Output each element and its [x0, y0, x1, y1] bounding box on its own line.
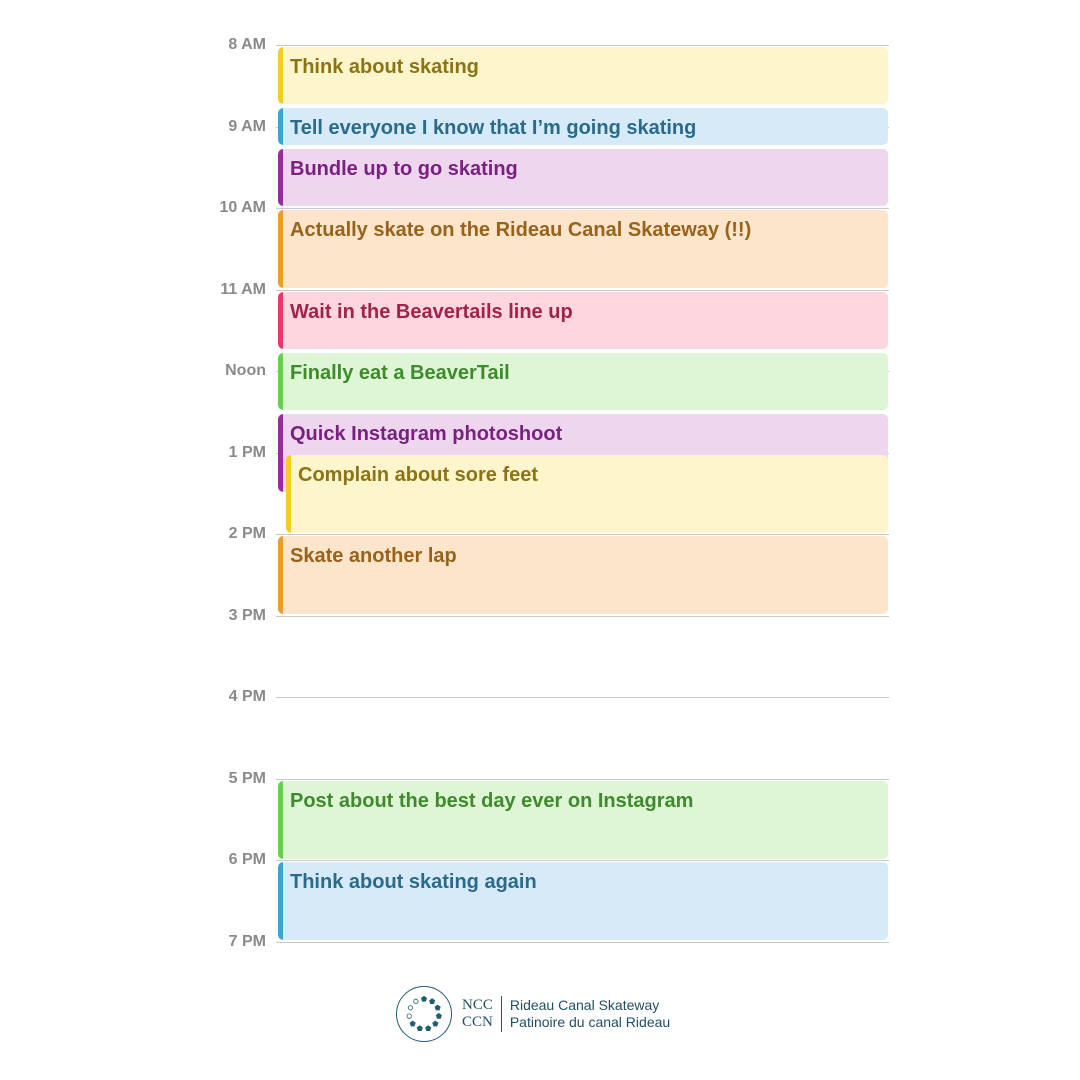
logo-leaf-mark — [408, 1006, 412, 1010]
logo-leaf-mark — [429, 998, 435, 1004]
calendar-event[interactable] — [278, 210, 888, 288]
logo-divider — [501, 996, 502, 1032]
calendar-event[interactable] — [278, 862, 888, 940]
calendar-event[interactable] — [278, 536, 888, 614]
logo-leaf-mark — [407, 1014, 411, 1018]
ncc-maple-leaf-circle-icon — [396, 986, 452, 1042]
calendar-event[interactable] — [278, 781, 888, 859]
event-title: Think about skating — [290, 56, 479, 78]
event-title: Quick Instagram photoshoot — [290, 423, 563, 445]
hour-label: 3 PM — [228, 607, 266, 624]
event-title: Complain about sore feet — [298, 464, 539, 486]
event-title: Finally eat a BeaverTail — [290, 362, 510, 384]
logo-leaf-mark — [436, 1013, 442, 1019]
hour-gridline — [276, 208, 889, 209]
event-title: Tell everyone I know that I’m going skating — [290, 117, 697, 139]
hour-gridline — [276, 616, 889, 617]
ncc-abbreviation — [462, 997, 493, 1031]
hour-gridline — [276, 697, 889, 698]
logo-leaf-mark — [425, 1025, 431, 1031]
skateway-name — [510, 997, 670, 1031]
event-title: Wait in the Beavertails line up — [290, 301, 573, 323]
abbr-fr: CCN — [462, 1014, 493, 1030]
hour-gridline — [276, 942, 889, 943]
calendar-event[interactable] — [278, 108, 888, 145]
event-color-bar — [278, 292, 283, 349]
hour-gridline — [276, 534, 889, 535]
event-title: Skate another lap — [290, 545, 457, 567]
ncc-footer-logo — [396, 985, 670, 1043]
hour-label: 1 PM — [228, 444, 266, 461]
logo-leaf-mark — [421, 996, 427, 1002]
hour-label: 7 PM — [228, 933, 266, 950]
calendar-event[interactable] — [278, 292, 888, 349]
event-color-bar — [278, 47, 283, 104]
hour-label: 4 PM — [228, 688, 266, 705]
event-color-bar — [278, 781, 283, 859]
hour-label: Noon — [225, 362, 266, 379]
hour-gridline — [276, 45, 889, 46]
calendar-event[interactable] — [278, 353, 888, 410]
event-color-bar — [278, 414, 283, 492]
logo-leaf-mark — [417, 1025, 423, 1031]
logo-leaf-mark — [432, 1021, 438, 1027]
name-en: Rideau Canal Skateway — [509, 997, 660, 1013]
event-color-bar — [278, 536, 283, 614]
hour-label: 2 PM — [228, 525, 266, 542]
calendar-event[interactable] — [278, 149, 888, 206]
hour-gridline — [276, 779, 889, 780]
calendar-event[interactable] — [286, 455, 888, 533]
event-title: Post about the best day ever on Instagram — [290, 790, 694, 812]
logo-leaf-mark — [435, 1005, 441, 1011]
hour-label: 11 AM — [220, 281, 266, 298]
event-title: Actually skate on the Rideau Canal Skateway (!!) — [290, 219, 752, 241]
event-color-bar — [278, 210, 283, 288]
hour-label: 5 PM — [228, 770, 266, 787]
abbr-en: NCC — [462, 997, 493, 1013]
hour-label: 8 AM — [228, 36, 266, 53]
hour-gridline — [276, 860, 889, 861]
event-color-bar — [278, 353, 283, 410]
event-color-bar — [278, 862, 283, 940]
logo-leaf-mark — [414, 999, 418, 1003]
logo-leaf-mark — [410, 1021, 416, 1027]
hour-label: 9 AM — [228, 118, 266, 135]
calendar-event[interactable] — [278, 47, 888, 104]
event-color-bar — [278, 108, 283, 145]
event-title: Bundle up to go skating — [290, 158, 518, 180]
hour-label: 10 AM — [219, 199, 266, 216]
event-color-bar — [286, 455, 291, 533]
hour-label: 6 PM — [228, 851, 266, 868]
event-title: Think about skating again — [290, 871, 537, 893]
event-color-bar — [278, 149, 283, 206]
hour-gridline — [276, 290, 889, 291]
name-fr: Patinoire du canal Rideau — [509, 1014, 671, 1030]
